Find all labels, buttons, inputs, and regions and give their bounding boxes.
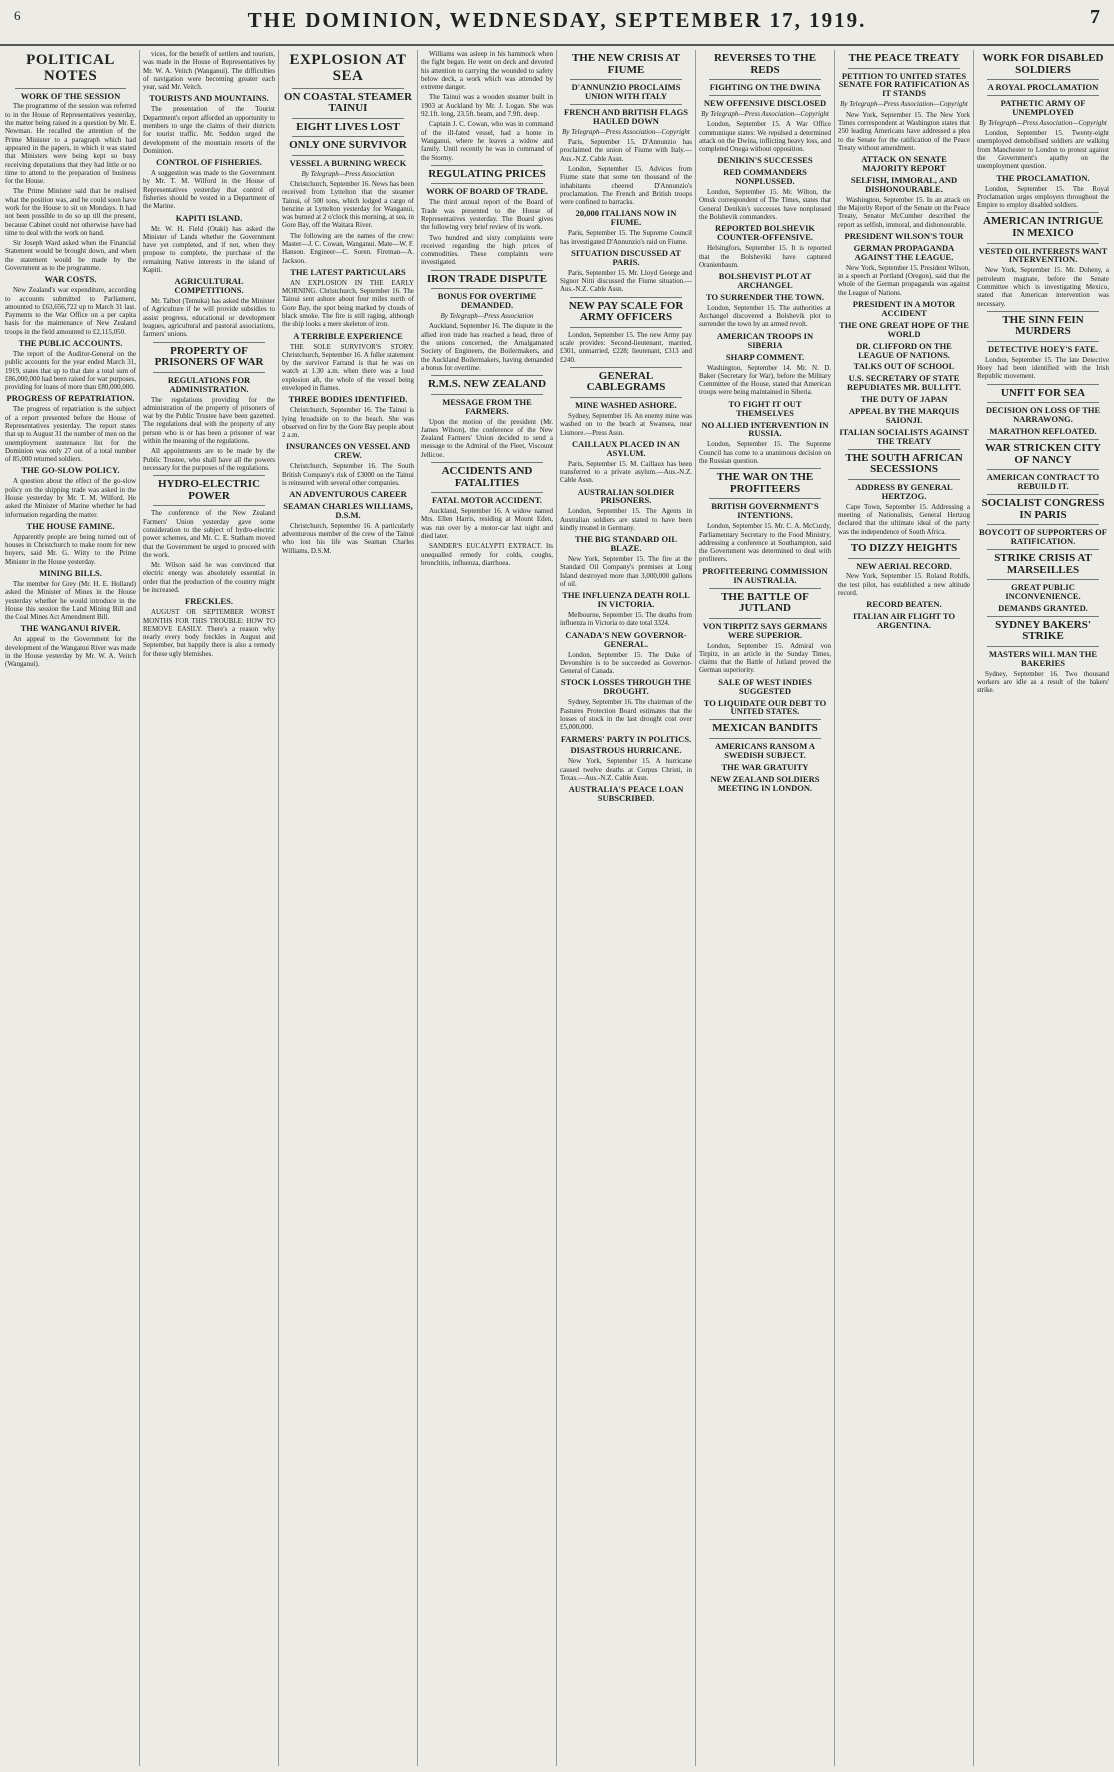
article-paragraph: Auckland, September 16. The dispute in the allied iron trade has reached a head, three of the unions concerned, the Amalgamated Society of Engineers, the Boilermakers, and the Auckland Boilermakers, having demanded a bonus for overtime.: [421, 322, 553, 372]
column-divider-rule: [570, 327, 682, 328]
headline: THE SINN FEIN MURDERS: [1002, 313, 1084, 338]
article-paragraph: Paris, September 15. The Supreme Council has investigated D'Annunzio's raid on Fiume.: [560, 229, 692, 246]
headline: THE BATTLE OF JUTLAND: [721, 590, 809, 615]
article-paragraph: London, September 15. A War Office communique states: We repulsed a determined attack on the Dwina, inflicting heavy loss, and completed Onega without opposition.: [699, 120, 831, 154]
subheadline: APPEAL BY THE MARQUIS SAIONJI.: [848, 406, 960, 426]
subheadline: BRITISH GOVERNMENT'S INTENTIONS.: [711, 501, 819, 521]
column-divider-rule: [848, 68, 960, 69]
article-paragraph: The conference of the New Zealand Farmers' Union yesterday gave some consideration to the subject of hydro-electric power schemes, and Mr. C. E. Statham moved that the Government be urged to proceed with the work.: [143, 509, 275, 559]
headline: PROPERTY OF PRISONERS OF WAR: [154, 344, 264, 369]
article-paragraph: Paris, September 15. M. Caillaux has been transferred to a private asylum.—Aus.-N.Z. Cable Assn.: [560, 459, 692, 485]
article-paragraph: Mr. Talbot (Temuka) has asked the Minister of Agriculture if he will provide subsidies to assist progress, educational or development leagues, agricultural and pastoral associations, farmers' unions.: [143, 297, 275, 339]
subheadline: CANADA'S NEW GOVERNOR-GENERAL.: [565, 629, 687, 649]
subheadline: DENIKIN'S SUCCESSES: [717, 155, 813, 166]
subheadline: THE WAR GRATUITY: [721, 761, 809, 772]
headline: AMERICAN INTRIGUE IN MEXICO: [982, 215, 1104, 239]
subheadline: PROFITEERING COMMISSION IN AUSTRALIA.: [702, 565, 828, 585]
headline-main: EXPLOSION AT SEA: [289, 52, 407, 84]
column-divider-rule: [987, 402, 1099, 403]
subheadline: THE WANGANUI RIVER.: [20, 623, 121, 634]
subheadline: PATHETIC ARMY OF UNEMPLOYED: [1000, 98, 1086, 117]
subheadline: FRENCH AND BRITISH FLAGS HAULED DOWN: [564, 106, 688, 126]
column-divider-rule: [431, 270, 543, 271]
subheadline: ITALIAN AIR FLIGHT TO ARGENTINA.: [852, 611, 956, 631]
headline: NEW PAY SCALE FOR ARMY OFFICERS: [568, 299, 684, 324]
subheadline: TALKS OUT OF SCHOOL: [853, 361, 955, 372]
article-paragraph: THE SOLE SURVIVOR'S STORY. Christchurch, September 16. A fuller statement by the survivor Farrand is that he was on watch at 1.30 a.m. when there was a loud explosion aft, the whole of the vessel being enveloped in flames.: [282, 342, 414, 392]
newspaper-title: THE DOMINION, WEDNESDAY, SEPTEMBER 17, 1919.: [247, 8, 867, 32]
subheadline: WAR COSTS.: [44, 274, 97, 285]
article-paragraph: The Tainui was a wooden steamer built in 1903 at Auckland by Mr. J. Logan. She was 92.1ft. long, 23.5ft. beam, and 7.9ft. deep.: [421, 93, 553, 119]
headline: MEXICAN BANDITS: [712, 722, 818, 735]
headline: THE NEW CRISIS AT FIUME: [571, 52, 681, 76]
article-byline: By Telegraph—Press Association: [440, 312, 534, 321]
column-divider-rule: [987, 243, 1099, 244]
column-divider-rule: [431, 492, 543, 493]
subheadline: FATAL MOTOR ACCIDENT.: [432, 495, 542, 506]
article-paragraph: Paris, September 15. D'Annunzio has proclaimed the union of Fiume with Italy.—Aus.-N.Z. Cable Assn.: [560, 138, 692, 163]
subheadline: RED COMMANDERS NONPLUSSED.: [723, 167, 807, 187]
subheadline: CONTROL OF FISHERIES.: [156, 157, 262, 168]
subheadline: REPORTED BOLSHEVIK COUNTER-OFFENSIVE.: [714, 223, 816, 243]
column-divider-rule: [570, 79, 682, 80]
subheadline: VESTED OIL INTERESTS WANT INTERVENTION.: [978, 245, 1108, 265]
column-divider-rule: [15, 88, 126, 89]
article-paragraph: Sydney, September 16. An enemy mine was washed on to the beach at Swansea, near Lismore.—Press Assn.: [560, 411, 692, 437]
article-paragraph: New Zealand's war expenditure, according to accounts submitted to Parliament, amounted to £63,656,722 up to March 31 last. Payments to the War Office on a per capita basis for the maintenance of New Zealand troops in the field amounted to £2,115,050.: [5, 286, 136, 336]
article-paragraph: London, September 15. The Agents in Australian soldiers are stated to have been kindly treated in Germany.: [560, 507, 692, 532]
subheadline: SITUATION DISCUSSED AT PARIS.: [571, 247, 681, 267]
subheadline: FRECKLES.: [185, 596, 233, 607]
subheadline: PROGRESS OF REPATRIATION.: [6, 393, 135, 404]
column-5: [556, 50, 695, 1766]
article-paragraph: London, September 15. The late Detective Hoey had been identified with the Irish Republic movement.: [977, 355, 1109, 381]
subheadline: VESSEL A BURNING WRECK: [289, 157, 407, 168]
column-divider-rule: [431, 394, 543, 395]
headline-main: POLITICAL NOTES: [26, 52, 115, 84]
column-divider-rule: [292, 136, 404, 137]
article-paragraph: Paris, September 15. Mr. Lloyd George and Signor Nitti discussed the Fiume situation.—Aus.-N.Z. Cable Assn.: [560, 268, 692, 294]
subheadline: FARMERS' PARTY IN POLITICS.: [560, 733, 692, 744]
article-paragraph: The presentation of the Tourist Department's report afforded an opportunity to members to urge the claims of their districts for tourist traffic. Mr. Seddon urged the development of the mountain resorts of the Dominion.: [143, 105, 275, 155]
article-byline: By Telegraph—Press Association—Copyright: [562, 127, 690, 136]
column-divider-rule: [987, 494, 1099, 495]
subheadline: THE DUTY OF JAPAN: [860, 394, 948, 405]
article-paragraph: Mr. W. H. Field (Otaki) has asked the Minister of Lands whether the Government have yet completed, and if not, when they propose to complete, the purchase of the remaining Native interests in the island of Kapiti.: [143, 224, 275, 274]
article-paragraph: London, September 15. Mr. C. A. McCurdy, Parliamentary Secretary to the Food Ministry, addressing a conference at Southampton, said the Government was determined to deal with profiteers.: [699, 522, 831, 564]
subheadline: DECISION ON LOSS OF THE NARRAWONG.: [985, 405, 1101, 425]
subheadline: VON TIRPITZ SAYS GERMANS WERE SUPERIOR.: [702, 620, 828, 640]
headline: UNFIT FOR SEA: [1000, 386, 1086, 399]
column-divider-rule: [848, 449, 960, 450]
column-divider-rule: [570, 397, 682, 398]
subheadline: MASTERS WILL MAN THE BAKERIES: [988, 648, 1098, 668]
article-paragraph: Auckland, September 16. A widow named Mrs. Ellen Harris, residing at Mount Eden, was run over by a motor-car last night and died later.: [421, 507, 553, 540]
subheadline: SHARP COMMENT.: [725, 351, 805, 362]
subheadline: THE PROCLAMATION.: [996, 172, 1090, 183]
column-divider-rule: [987, 579, 1099, 580]
column-divider-rule: [431, 375, 543, 376]
article-byline: By Telegraph—Press Association: [301, 169, 395, 178]
subheadline: THE LATEST PARTICULARS: [290, 266, 406, 277]
subheadline: DETECTIVE HOEY'S FATE.: [988, 343, 1098, 354]
page-number: 7: [1090, 6, 1100, 28]
column-divider-rule: [987, 616, 1099, 617]
column-divider-rule: [848, 479, 960, 480]
article-byline: By Telegraph—Press Association—Copyright: [979, 118, 1107, 127]
article-paragraph: London, September 15. The Royal Proclamation urges employers throughout the Empire to employ disabled soldiers.: [977, 184, 1109, 210]
article-paragraph: New York, September 15. The New York Times correspondent at Washington states that 250 leading Americans have addressed a plea to the Senate for the ratification of the Peace Treaty without amendment.: [838, 110, 970, 152]
article-paragraph: The member for Grey (Mr. H. E. Holland) asked the Minister of Mines in the House yesterday whether he would introduce in the House this session the Land Mining Bill and the Coal Mines Act Amendment Bill.: [5, 579, 136, 622]
article-paragraph: New York, September 15. The fire at the Standard Oil Company's premises at Long Island destroyed more than 3,000,000 gallons of oil.: [560, 555, 692, 589]
subheadline: NO ALLIED INTERVENTION IN RUSSIA.: [701, 419, 829, 439]
article-paragraph: Washington, September 15. In an attack on the Majority Report of the Senate on the Peace Treaty, Senator McCumber described the report as selfish, immoral, and dishonourable.: [838, 195, 970, 229]
column-divider-rule: [848, 558, 960, 559]
article-paragraph: Cape Town, September 15. Addressing a meeting of Nationalists, General Hertzog declared that the ultimate ideal of the party was the independence of South Africa.: [838, 502, 970, 536]
article-paragraph: A question about the effect of the go-slow policy on the shipping trade was asked in the House yesterday by Mr. T. M. Wilford. He asked the Minister of Marine whether he had information regarding the matter.: [5, 477, 136, 519]
column-divider-rule: [987, 646, 1099, 647]
article-paragraph: Helsingfors, September 15. It is reported that the Bolsheviki have captured Oranienbaum.: [699, 244, 831, 269]
headline: WORK FOR DISABLED SOLDIERS: [982, 52, 1104, 76]
subheadline: RECORD BEATEN.: [866, 599, 942, 610]
column-divider-rule: [292, 155, 404, 156]
subheadline: TOURISTS AND MOUNTAINS.: [149, 93, 269, 104]
subheadline: AMERICAN TROOPS IN SIBERIA: [716, 330, 814, 350]
column-divider-rule: [709, 498, 821, 499]
article-paragraph: New York, September 15. A hurricane caused twelve deaths at Corpus Christi, in Texas.—Aus.-N.Z. Cable Assn.: [560, 757, 692, 782]
article-paragraph: London, September 15. Mr. Wilton, the Omsk correspondent of The Times, states that General Denikin's successes have nonplussed the Bolshevik commanders.: [699, 188, 831, 222]
headline: R.M.S. NEW ZEALAND: [427, 378, 547, 391]
article-paragraph: Christchurch, September 16. The Tainui is lying broadside on to the beach. She was observed on fire by the Gore Bay people about 2 a.m.: [282, 406, 414, 440]
subheadline: TO SURRENDER THE TOWN.: [706, 291, 824, 302]
column-divider-rule: [431, 462, 543, 463]
article-byline: By Telegraph—Press Association—Copyright: [840, 100, 968, 109]
column-divider-rule: [987, 384, 1099, 385]
subheadline: PETITION TO UNITED STATES SENATE FOR RATIFICATION AS IT STANDS: [838, 70, 970, 99]
subheadline: MINE WASHED ASHORE.: [575, 400, 677, 410]
subheadline: REGULATIONS FOR ADMINISTRATION.: [167, 374, 251, 394]
column-divider-rule: [709, 588, 821, 589]
column-3: [278, 50, 417, 1766]
subheadline: ADDRESS BY GENERAL HERTZOG.: [855, 481, 953, 501]
subheadline: PRESIDENT WILSON'S TOUR: [844, 230, 964, 241]
article-paragraph: New York, September 15. President Wilson, in a speech at Portland (Oregon), said that the whole of the German propaganda was against the League of Nations.: [838, 263, 970, 297]
column-divider-rule: [153, 505, 265, 506]
subheadline: THREE BODIES IDENTIFIED.: [288, 394, 408, 405]
subheadline: WORK OF BOARD OF TRADE.: [426, 186, 548, 197]
column-1: [2, 50, 139, 1766]
headline: ACCIDENTS AND FATALITIES: [441, 465, 533, 489]
column-divider-rule: [709, 79, 821, 80]
masthead-left-mark: 6: [14, 8, 21, 23]
article-paragraph: AUGUST OR SEPTEMBER WORST MONTHS FOR THIS TROUBLE: HOW TO REMOVE EASILY. There's a reason why nearly every body freckles in August and September, but happily there is also a remedy for these ugly blemishes.: [143, 608, 275, 658]
subheadline: BONUS FOR OVERTIME DEMANDED.: [437, 291, 537, 311]
column-divider-rule: [431, 288, 543, 289]
article-paragraph: Two hundred and sixty complaints were received regarding the high prices of commodities. These complaints were investigated.: [421, 233, 553, 267]
article-paragraph: The regulations providing for the administration of the property of prisoners of war by the Public Trustee have been gazetted. The regulations deal with the property of any person who is or has been a prisoner of war within the meaning of the regulations.: [143, 395, 275, 446]
subheadline: INSURANCES ON VESSEL AND CREW.: [285, 441, 411, 461]
article-paragraph: An appeal to the Government for the development of the Wanganui River was made in the House yesterday by Mr. W. A. Veitch (Wanganui).: [5, 635, 136, 669]
subheadline: SELFISH, IMMORAL, AND DISHONOURABLE.: [850, 174, 958, 194]
column-4: [417, 50, 556, 1766]
subheadline: ATTACK ON SENATE MAJORITY REPORT: [861, 154, 947, 174]
subheadline: ITALIAN SOCIALISTS AGAINST THE TREATY: [839, 426, 969, 446]
article-paragraph: SANDER'S EUCALYPTI EXTRACT. Its unequalled remedy for colds, coughs, bronchitis, influenza, diarrhoea.: [421, 542, 553, 567]
article-paragraph: London, September 15. The Supreme Council has come to a unanimous decision on the Russian question.: [699, 440, 831, 465]
subheadline: KAPITI ISLAND.: [175, 212, 243, 223]
column-divider-rule: [848, 539, 960, 540]
subheadline: U.S. SECRETARY OF STATE REPUDIATES MR. BULLITT.: [847, 373, 961, 393]
article-paragraph: The progress of repatriation is the subject of a report presented before the House of Representatives yesterday. The report states that up to August 31 the number of men on the unemployment sustenance list for the Dominion was only 27 out of a total number of 85,000 returned soldiers.: [5, 405, 136, 464]
headline: HYDRO-ELECTRIC POWER: [157, 478, 261, 502]
column-divider-rule: [570, 297, 682, 298]
article-paragraph: London, September 15. The authorities at Archangel discovered a Bolshevik plot to surrender the town by an armed revolt.: [699, 303, 831, 329]
article-paragraph: London, September 15. The new Army pay scale provides: Second-lieutenant, married, £301, unmarried, £228; lieutenant, £313 and £240.: [560, 330, 692, 364]
article-paragraph: AN EXPLOSION IN THE EARLY MORNING. Christchurch, September 16. The Tainui sent ashore about four miles north of Gore Bay, the spot being marked by clouds of black smoke. The fire is still raging, although the ship looks a mere skeleton of iron.: [282, 278, 414, 329]
subheadline: THE HOUSE FAMINE.: [26, 520, 115, 531]
column-divider-rule: [987, 79, 1099, 80]
article-byline: By Telegraph—Press Association—Copyright: [701, 109, 829, 118]
headline: STRIKE CRISIS AT MARSEILLES: [994, 551, 1092, 576]
headline: WAR STRICKEN CITY OF NANCY: [984, 442, 1102, 466]
column-divider-rule: [987, 341, 1099, 342]
subheadline: NEW OFFENSIVE DISCLOSED: [703, 98, 827, 109]
column-divider-rule: [570, 104, 682, 105]
headline: EIGHT LIVES LOST: [296, 120, 400, 133]
column-divider-rule: [153, 342, 265, 343]
headline: ON COASTAL STEAMER TAINUI: [283, 90, 413, 115]
subheadline: THE GO-SLOW POLICY.: [21, 465, 120, 476]
subheadline: BOYCOTT OF SUPPORTERS OF RATIFICATION.: [979, 527, 1107, 547]
article-paragraph: Captain J. C. Cowan, who was in command of the ill-fated vessel, had a home in Wanganui, where he leaves a widow and family. Until recently he was in command of the Stormy.: [421, 120, 553, 162]
article-paragraph: Sydney, September 16. Two thousand workers are idle as a result of the bakers' strike.: [977, 669, 1109, 695]
column-2: [139, 50, 278, 1766]
subheadline: TO LIQUIDATE OUR DEBT TO UNITED STATES.: [703, 697, 827, 717]
article-paragraph: The third annual report of the Board of Trade was presented to the House of Representatives yesterday. The Board gives the following very brief review of its work.: [421, 198, 553, 232]
subheadline: AMERICAN CONTRACT TO REBUILD IT.: [986, 472, 1100, 492]
headline: THE SOUTH AFRICAN SECESSIONS: [845, 451, 963, 476]
column-divider-rule: [153, 372, 265, 373]
column-divider-rule: [709, 468, 821, 469]
subheadline: WORK OF THE SESSION: [20, 90, 121, 101]
column-divider-rule: [709, 719, 821, 720]
column-7: [834, 50, 973, 1766]
article-paragraph: Apparently people are being turned out of houses in Christchurch to make room for new buyers, said Mr. G. Witty to the Prime Minister in the House yesterday.: [5, 532, 136, 566]
headline: GENERAL CABLEGRAMS: [586, 369, 666, 394]
column-divider-rule: [292, 88, 404, 89]
subheadline: MESSAGE FROM THE FARMERS.: [442, 396, 532, 416]
article-paragraph: Christchurch, September 16. A particularly adventurous member of the crew of the Tainui who lost his life was Seaman Charles Williams, D.S.M.: [282, 521, 414, 555]
article-paragraph: Sydney, September 16. The chairman of the Pastures Protection Board estimates that the losses of stock in the last drought cost over £5,000,000.: [560, 698, 692, 732]
column-divider-rule: [709, 738, 821, 739]
subheadline: AUSTRALIA'S PEACE LOAN SUBSCRIBED.: [568, 784, 684, 804]
headline: THE PEACE TREATY: [848, 52, 960, 64]
article-paragraph: The programme of the session was referred to in the House of Representatives yesterday, the matter being raised in a question by Mr. E. Newman. He recalled the attention of the Prime Minister to a paragraph which had appeared in the papers, in which it was stated that Ministers were being kept so busy receiving deputations that they had little or no time to attend to the preparation of business for the House.: [5, 102, 136, 186]
article-paragraph: London, September 15. Twenty-eight unemployed demobilised soldiers are walking from Manchester to London to protest against the Government's apathy on the unemployment question.: [977, 129, 1109, 171]
article-paragraph: Williams was asleep in his hammock when the fight began. He went on deck and devoted his attention to carrying the wounded to safety below deck, a work which was attended by extreme danger.: [421, 50, 553, 92]
subheadline: MINING BILLS.: [39, 567, 102, 578]
subheadline: D'ANNUNZIO PROCLAIMS UNION WITH ITALY: [571, 82, 681, 102]
subheadline: 20,000 ITALIANS NOW IN FIUME.: [575, 208, 677, 228]
subheadline: AGRICULTURAL COMPETITIONS.: [174, 276, 244, 296]
article-paragraph: Washington, September 14. Mr. N. D. Baker (Secretary for War), before the Military Committee of the House, stated that American troops were being maintained in Siberia.: [699, 363, 831, 397]
subheadline: NEW ZEALAND SOLDIERS MEETING IN LONDON.: [710, 773, 820, 793]
subheadline: AMERICANS RANSOM A SWEDISH SUBJECT.: [714, 740, 816, 760]
column-divider-rule: [987, 469, 1099, 470]
subheadline: A ROYAL PROCLAMATION: [987, 82, 1099, 93]
headline: REGULATING PRICES: [428, 167, 546, 180]
column-divider-rule: [987, 95, 1099, 96]
article-paragraph: The following are the names of the crew: Master—J. C. Cowan, Wanganui. Mate—W. F. Hanson. Engineer—C. Soren. Fireman—A. Jackson.: [282, 231, 414, 265]
column-divider-rule: [987, 212, 1099, 213]
headline: IRON TRADE DISPUTE: [426, 272, 548, 285]
subheadline: THE PUBLIC ACCOUNTS.: [18, 338, 123, 349]
masthead: [0, 0, 1114, 46]
article-paragraph: The Prime Minister said that he realised what the position was, and he could soon have work for the House to sit on Mondays. It had not been possible to do so up till the present, because Cabinet could not otherwise have had time to deal with the work on hand.: [5, 187, 136, 237]
column-divider-rule: [987, 524, 1099, 525]
column-divider-rule: [987, 311, 1099, 312]
column-divider-rule: [987, 439, 1099, 440]
article-paragraph: All appointments are to be made by the Public Trustee, who shall have all the powers necessary for the purposes of the regulations.: [143, 447, 275, 472]
column-divider-rule: [709, 95, 821, 96]
article-paragraph: Sir Joseph Ward asked when the Financial Statement would be brought down, and when the statement would be made by the Government as to the programme.: [5, 239, 136, 273]
subheadline: NEW AERIAL RECORD.: [856, 560, 952, 571]
subheadline: THE ONE GREAT HOPE OF THE WORLD: [839, 319, 969, 339]
article-paragraph: The report of the Auditor-General on the public accounts for the year ended March 31, 1919, states that up to that date a total sum of £86,000,000 had been raised for war purposes, providing for loans of more than £80,000,000.: [5, 349, 136, 392]
subheadline: DEMANDS GRANTED.: [998, 602, 1088, 613]
subheadline: SEAMAN CHARLES WILLIAMS, D.S.M.: [283, 501, 413, 520]
article-paragraph: New York, September 15. Roland Rohlfs, the test pilot, has established a new altitude record.: [838, 572, 970, 598]
article-paragraph: London, September 15. Advices from Fiume state that some ten thousand of the inhabitants cheered D'Annunzio's proclamation. The French and British troops were confined to barracks.: [560, 164, 692, 207]
subheadline: GERMAN PROPAGANDA AGAINST THE LEAGUE.: [853, 242, 955, 262]
article-paragraph: New York, September 15. Mr. Doheny, a petroleum magnate, before the Senate Committee which is investigating Mexico, stated that American intervention was necessary.: [977, 266, 1109, 308]
column-divider-rule: [431, 165, 543, 166]
headline: SOCIALIST CONGRESS IN PARIS: [981, 497, 1105, 521]
column-divider-rule: [431, 183, 543, 184]
column-6: [695, 50, 834, 1766]
column-divider-rule: [709, 618, 821, 619]
column-divider-rule: [570, 367, 682, 368]
article-paragraph: London, September 15. The Duke of Devonshire is to be succeeded as Governor-General of Canada.: [560, 650, 692, 676]
subheadline: DR. CLIFFORD ON THE LEAGUE OF NATIONS.: [856, 340, 952, 360]
column-divider-rule: [292, 118, 404, 119]
subheadline: STOCK LOSSES THROUGH THE DROUGHT.: [560, 677, 692, 697]
article-paragraph: Mr. Wilson said he was convinced that electric energy was absolutely essential in order that the production of the country might be increased.: [143, 561, 275, 594]
article-paragraph: A suggestion was made to the Government by Mr. T. M. Wilford in the House of Representatives yesterday that control of fisheries should be vested in a Department of the Marine.: [143, 169, 275, 211]
headline: TO DIZZY HEIGHTS: [850, 541, 958, 554]
article-paragraph: Christchurch, September 16. The South British Company's risk of £3000 on the Tainui is reinsured with several other companies.: [282, 462, 414, 487]
article-paragraph: Upon the motion of the president (Mr. James Wilson), the conference of the New Zealand Farmers' Union decided to send a message to the Admiral of the Fleet, Viscount Jellicoe.: [421, 417, 553, 459]
subheadline: AUSTRALIAN SOLDIER PRISONERS.: [577, 486, 675, 506]
subheadline: A TERRIBLE EXPERIENCE: [293, 330, 403, 341]
subheadline: SALE OF WEST INDIES SUGGESTED: [718, 676, 812, 696]
subheadline: BOLSHEVIST PLOT AT ARCHANGEL: [718, 271, 812, 291]
subheadline: THE INFLUENZA DEATH ROLL IN VICTORIA.: [562, 590, 690, 610]
column-divider-rule: [987, 549, 1099, 550]
subheadline: GREAT PUBLIC INCONVENIENCE.: [1005, 582, 1081, 601]
column-divider-rule: [153, 475, 265, 476]
subheadline: DISASTROUS HURRICANE.: [570, 745, 682, 756]
article-paragraph: Melbourne, September 15. The deaths from influenza in Victoria to date total 3324.: [560, 611, 692, 628]
column-8: [973, 50, 1112, 1766]
subheadline: CAILLAUX PLACED IN AN ASYLUM.: [572, 438, 680, 458]
headline: SYDNEY BAKERS' STRIKE: [995, 618, 1091, 643]
article-paragraph: vices, for the benefit of settlers and tourists, was made in the House of Representatives by Mr. W. A. Veitch (Wanganui). The difficulties of navigation were becoming greater each year, said Mr. Veitch.: [143, 50, 275, 92]
subheadline: AN ADVENTUROUS CAREER: [289, 489, 407, 500]
article-paragraph: London, September 15. Admiral von Tirpitz, in an article in the Sunday Times, claims that the Battle of Jutland proved the German superiority.: [699, 641, 831, 675]
headline: THE WAR ON THE PROFITEERS: [716, 471, 814, 495]
headline: REVERSES TO THE REDS: [713, 52, 817, 76]
subheadline: MARATHON REFLOATED.: [989, 426, 1097, 437]
subheadline: THE BIG STANDARD OIL BLAZE.: [574, 534, 678, 554]
subheadline: PRESIDENT IN A MOTOR ACCIDENT: [852, 298, 956, 318]
subheadline: TO FIGHT IT OUT THEMSELVES: [728, 398, 802, 418]
headline: ONLY ONE SURVIVOR: [289, 139, 407, 152]
article-paragraph: Christchurch, September 16. News has been received from Lyttelton that the steamer Tainui, of 500 tons, which lodged a cargo of benzine at Lyttelton yesterday for Wanganui, was burned at 2 o'clock this morning, at sea, in Gore Bay, off the Waitara River.: [282, 179, 414, 230]
subheadline: FIGHTING ON THE DWINA: [709, 82, 821, 93]
